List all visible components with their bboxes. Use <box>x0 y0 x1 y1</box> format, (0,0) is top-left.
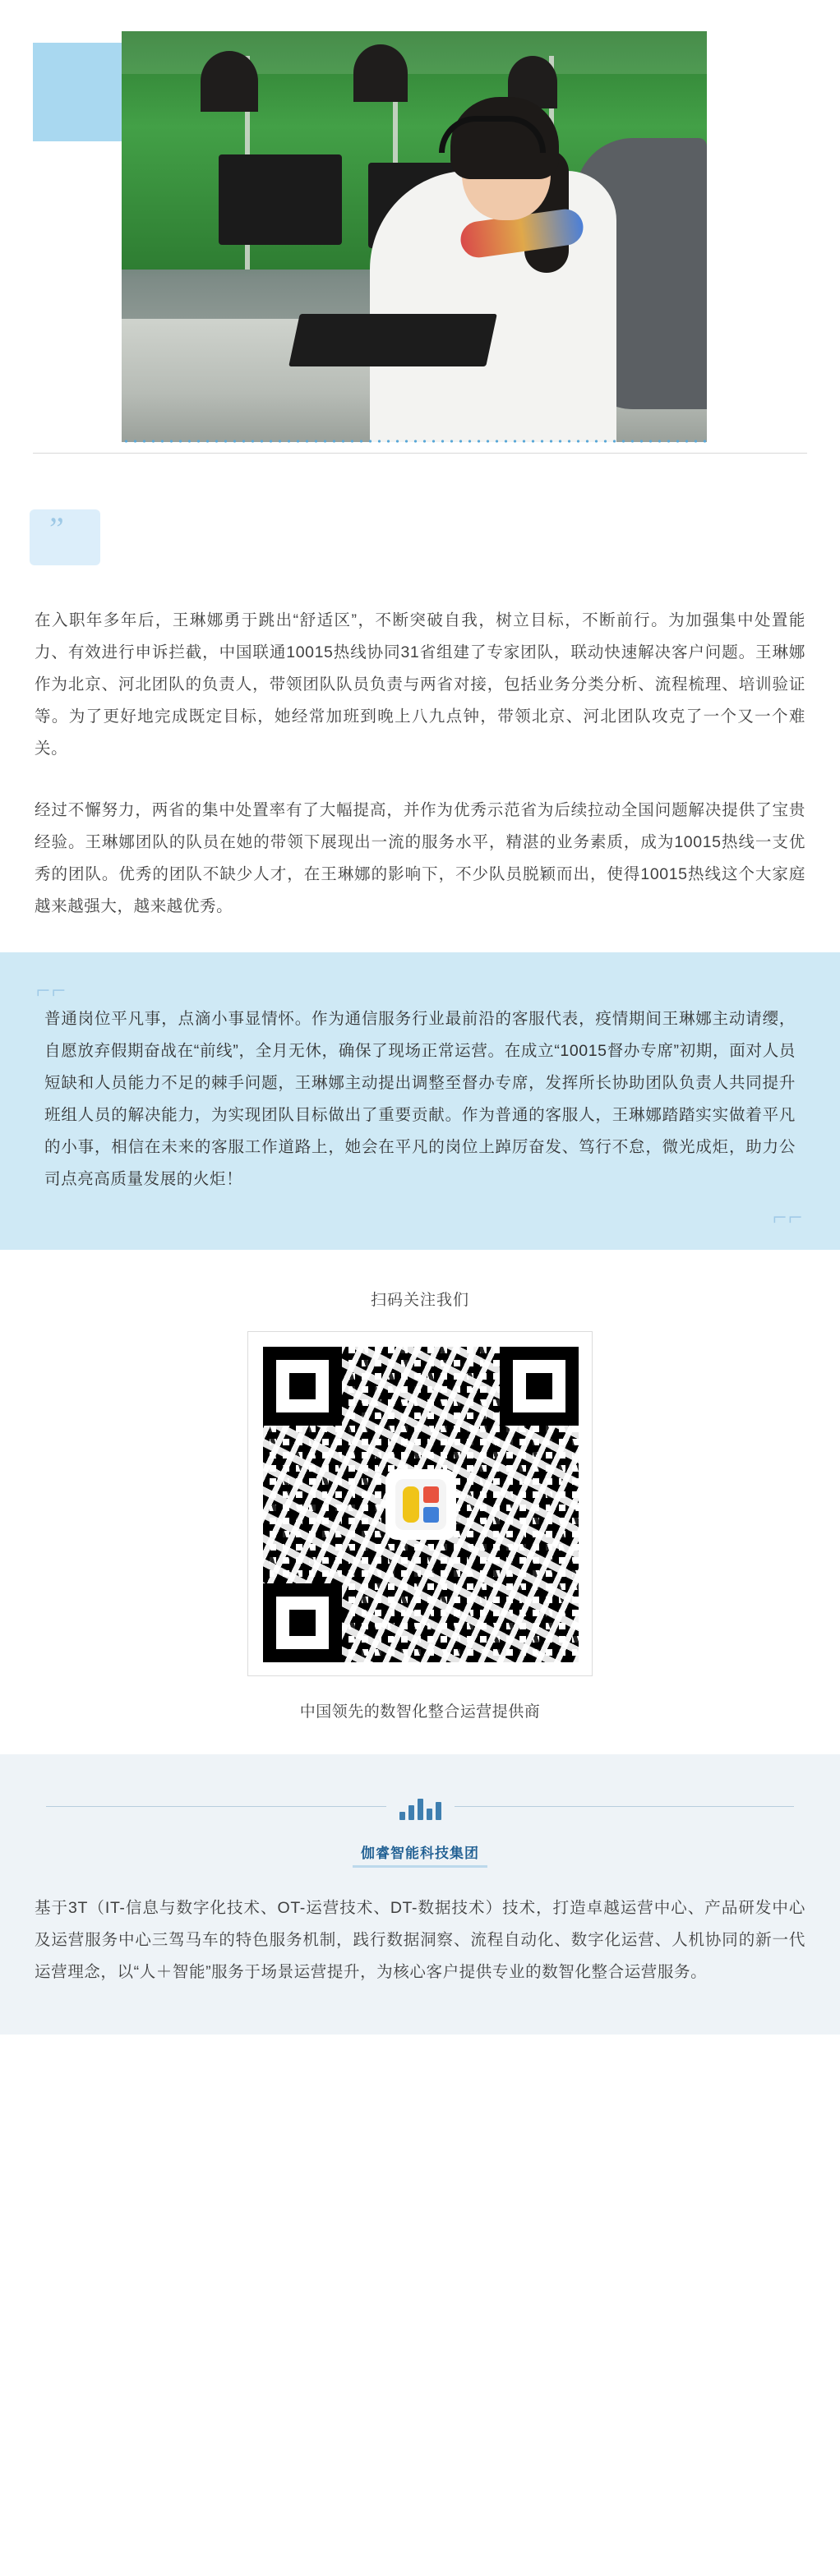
hero-dotted-rule <box>122 439 707 444</box>
footer-brand-name: 伽睿智能科技集团 <box>353 1838 487 1868</box>
qr-finder-top-right <box>500 1347 579 1426</box>
footer-brand-wrap <box>0 1838 840 1868</box>
highlight-text: 普通岗位平凡事，点滴小事显情怀。作为通信服务行业最前沿的客服代表，疫情期间王琳娜主动请缨，自愿放弃假期奋战在“前线”，全月无休，确保了现场正常运营。在成立“10015督办专席”初期，面对人员短缺和人员能力不足的棘手问题，王琳娜主动提出调整至督办专席，发挥所长协助团队负责人共同提升班组人员的解决能力，为实现团队目标做出了重要贡献。作为普通的客服人，王琳娜踏踏实实做着平凡的小事，相信在未来的客服工作道路上，她会在平凡的岗位上踔厉奋发、笃行不怠，微光成炬，助力公司点亮高质量发展的火炬！ <box>44 1010 796 1188</box>
article-paragraph-1: 在入职年多年后，王琳娜勇于跳出“舒适区”，不断突破自我，树立目标，不断前行。为加强集中处置能力、有效进行申诉拦截，中国联通10015热线协同31省组建了专家团队，联动快速解决客户问题。王琳娜作为北京、河北团队的负责人，带领团队队员负责与两省对接，包括业务分类分析、流程梳理、培训验证等。为了更好地完成既定目标，她经常加班到晚上八九点钟，带领北京、河北团队攻克了一个又一个难关。 <box>35 611 805 758</box>
highlight-open-quote-icon: ⌐⌐ <box>36 977 67 1004</box>
highlight-close-quote-icon: ⌐⌐ <box>773 1204 804 1231</box>
hero-section <box>0 0 840 460</box>
logo-square-red <box>423 1486 440 1503</box>
article-paragraph-2: 经过不懈努力，两省的集中处置率有了大幅提高，并作为优秀示范省为后续拉动全国问题解决提供了宝贵经验。王琳娜团队的队员在她的带领下展现出一流的服务水平，精湛的业务素质，成为10015热线一支优秀的团队。优秀的团队不缺少人才，在王琳娜的影响下，不少队员脱颖而出，使得10015热线这个大家庭越来越强大，越来越优秀。 <box>35 801 805 915</box>
photo-background-person-1 <box>201 51 258 112</box>
footer-divider-line-right <box>455 1806 795 1807</box>
qr-code-image[interactable] <box>263 1347 579 1662</box>
footer-divider-line-left <box>46 1806 386 1807</box>
qr-finder-top-left <box>263 1347 342 1426</box>
qr-section <box>0 1250 840 1746</box>
photo-monitor-left <box>219 154 342 245</box>
qr-caption: 中国领先的数智化整合运营提供商 <box>299 1703 541 1721</box>
qr-title: 扫码关注我们 <box>370 1292 469 1309</box>
photo-background-person-2 <box>353 44 408 102</box>
qr-finder-bottom-left <box>263 1583 342 1662</box>
quote-decor-block <box>30 509 100 565</box>
qr-center-logo <box>385 1469 456 1540</box>
photo-keyboard <box>288 314 497 366</box>
hero-divider <box>33 453 807 454</box>
quote-mark-icon: ” <box>49 510 64 547</box>
logo-square-blue <box>423 1507 440 1523</box>
footer-description: 基于3T（IT-信息与数字化技术、OT-运营技术、DT-数据技术）技术，打造卓越运营中心、产品研发中心及运营服务中心三驾马车的特色服务机制，践行数据洞察、流程自动化、数字化运营、人机协同的新一代运营理念，以“人＋智能”服务于场景运营提升，为核心客户提供专业的数智化整合运营服务。 <box>35 1899 805 1981</box>
article-body <box>0 565 840 923</box>
bar-chart-icon <box>386 1792 455 1820</box>
hero-photo <box>122 31 707 442</box>
qr-code-box[interactable] <box>247 1331 593 1676</box>
footer-divider <box>0 1787 840 1820</box>
logo-square-yellow <box>403 1486 419 1523</box>
footer-section <box>0 1754 840 2035</box>
brand-logo-icon <box>395 1479 446 1530</box>
hero-photo-image <box>122 31 707 442</box>
highlight-card <box>0 952 840 1250</box>
